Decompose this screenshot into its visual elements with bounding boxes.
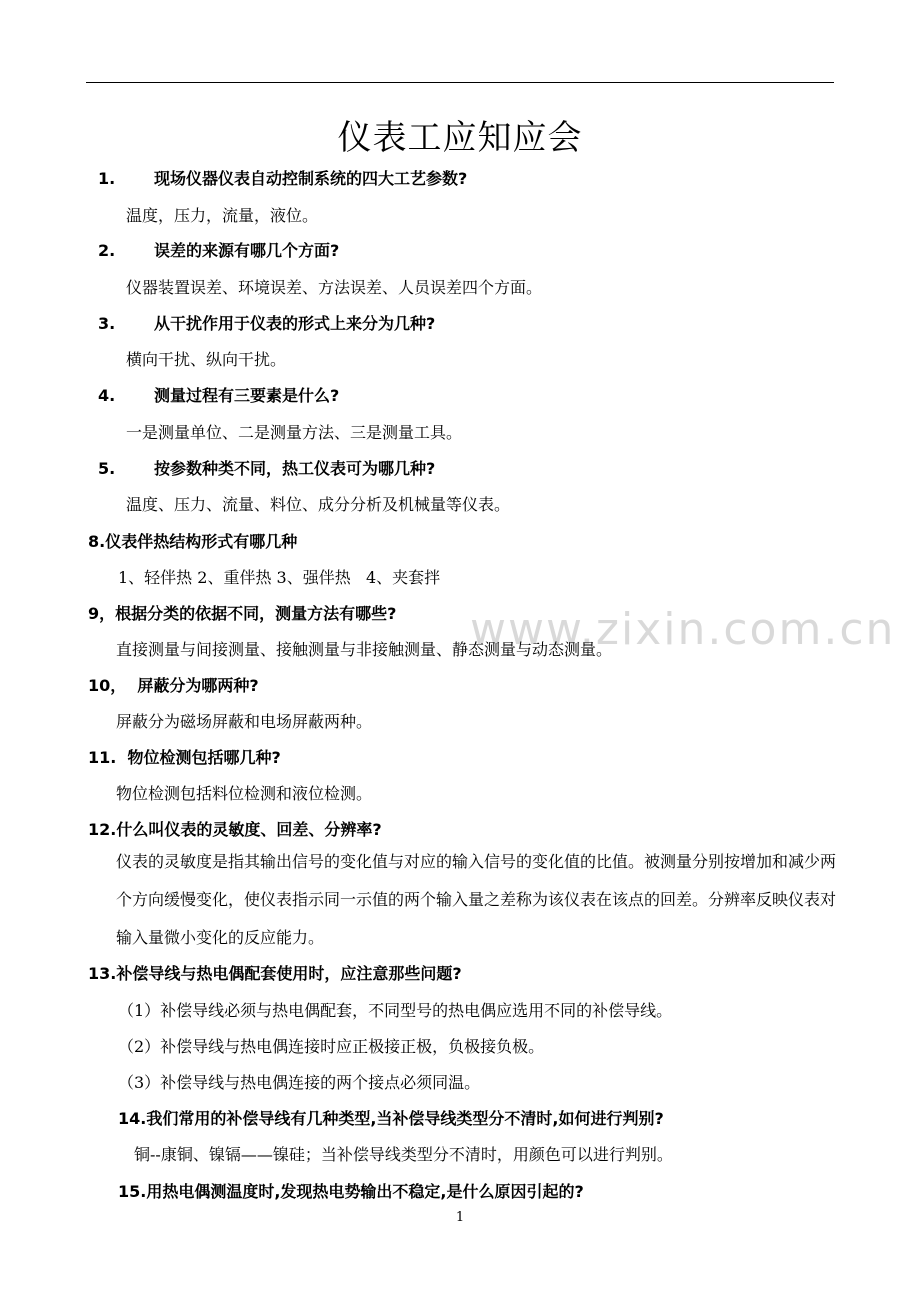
watermark: www.zixin.com.cn	[470, 604, 896, 655]
answer-13-3: （3）补偿导线与热电偶连接的两个接点必须同温。	[118, 1073, 481, 1092]
question-14: 14.我们常用的补偿导线有几种类型,当补偿导线类型分不清时,如何进行判别?	[118, 1109, 664, 1128]
question-1-text: 现场仪器仪表自动控制系统的四大工艺参数?	[154, 169, 468, 188]
question-11: 11. 物位检测包括哪几种?	[88, 748, 281, 767]
answer-11: 物位检测包括料位检测和液位检测。	[116, 784, 373, 803]
answer-10: 屏蔽分为磁场屏蔽和电场屏蔽两种。	[116, 712, 373, 731]
answer-5: 温度、压力、流量、料位、成分分析及机械量等仪表。	[126, 495, 511, 514]
header-rule	[86, 82, 834, 83]
answer-4: 一是测量单位、二是测量方法、三是测量工具。	[126, 423, 463, 442]
question-12: 12.什么叫仪表的灵敏度、回差、分辨率?	[88, 820, 382, 839]
answer-3: 横向干扰、纵向干扰。	[126, 350, 287, 369]
page-title: 仪表工应知应会	[337, 118, 583, 158]
question-15: 15.用热电偶测温度时,发现热电势输出不稳定,是什么原因引起的?	[118, 1182, 584, 1201]
question-5-number: 5.	[98, 459, 116, 478]
answer-2: 仪器装置误差、环境误差、方法误差、人员误差四个方面。	[126, 278, 543, 297]
question-2-number: 2.	[98, 241, 116, 260]
question-2-text: 误差的来源有哪几个方面?	[154, 241, 340, 260]
answer-13-2: （2）补偿导线与热电偶连接时应正极接正极，负极接负极。	[118, 1037, 545, 1056]
question-2	[98, 238, 339, 261]
question-10: 10， 屏蔽分为哪两种?	[88, 676, 259, 695]
question-9: 9，根据分类的依据不同，测量方法有哪些?	[88, 604, 397, 623]
answer-8: 1、轻伴热 2、重伴热 3、强伴热 4、夹套拌	[118, 568, 441, 587]
question-4	[98, 383, 339, 406]
question-4-number: 4.	[98, 386, 116, 405]
question-1-number: 1.	[98, 169, 116, 188]
question-8: 8.仪表伴热结构形式有哪几种	[88, 532, 298, 551]
question-3-text: 从干扰作用于仪表的形式上来分为几种?	[154, 314, 436, 333]
answer-14: 铜--康铜、镍镉——镍硅；当补偿导线类型分不清时，用颜色可以进行判别。	[134, 1145, 673, 1164]
answer-9: 直接测量与间接测量、接触测量与非接触测量、静态测量与动态测量。	[116, 640, 613, 659]
question-13: 13.补偿导线与热电偶配套使用时，应注意那些问题?	[88, 964, 462, 983]
question-3	[98, 311, 435, 334]
answer-12: 仪表的灵敏度是指其输出信号的变化值与对应的输入信号的变化值的比值。被测量分别按增加和减少两个方向缓慢变化，使仪表指示同一示值的两个输入量之差称为该仪表在该点的回差。分辨率反映仪表对输入量微小变化的反应能力。	[116, 852, 837, 947]
question-5-text: 按参数种类不同，热工仪表可为哪几种?	[154, 459, 436, 478]
answer-1: 温度，压力，流量，液位。	[126, 206, 319, 225]
question-4-text: 测量过程有三要素是什么?	[154, 386, 340, 405]
answer-13-1: （1）补偿导线必须与热电偶配套，不同型号的热电偶应选用不同的补偿导线。	[118, 1001, 673, 1020]
question-3-number: 3.	[98, 314, 116, 333]
page-number: 1	[455, 1210, 465, 1225]
question-5	[98, 456, 435, 479]
question-1	[98, 166, 467, 189]
